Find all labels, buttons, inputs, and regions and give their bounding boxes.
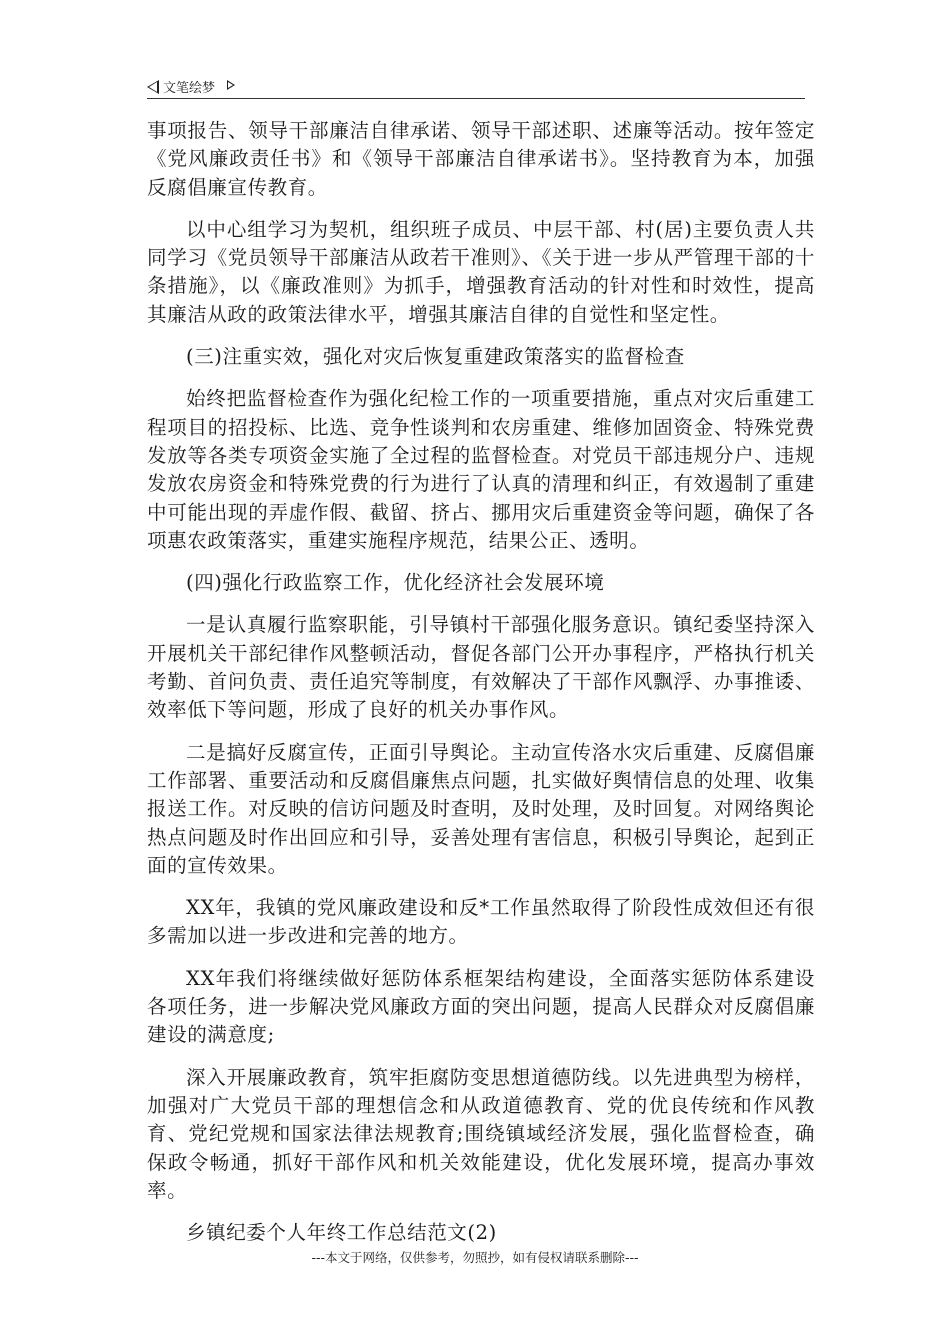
paragraph: 始终把监督检查作为强化纪检工作的一项重要措施，重点对灾后重建工程项目的招投标、比选、竞争性谈判和农房重建、维修加固资金、特殊党费发放等各类专项资金实施了全过程的监督检查。对党员干部违规分户、违规发放农房资金和特殊党费的行为进行了认真的清理和纠正，有效遏制了重建中可能出现的弄虚作假、截留、挤占、挪用灾后重建资金等问题，确保了各项惠农政策落实，重建实施程序规范，结果公正、透明。 (147, 387, 815, 552)
section-heading: (三)注重实效，强化对灾后恢复重建政策落实的监督检查 (186, 345, 685, 369)
section-heading: (四)强化行政监察工作，优化经济社会发展环境 (186, 571, 605, 595)
paragraph: 二是搞好反腐宣传，正面引导舆论。主动宣传洛水灾后重建、反腐倡廉工作部署、重要活动和反腐倡廉焦点问题，扎实做好舆情信息的处理、收集报送工作。对反映的信访问题及时查明，及时处理，及时回复。对网络舆论热点问题及时作出回应和引导，妥善处理有害信息，积极引导舆论，起到正面的宣传效果。 (147, 740, 815, 877)
header-brand (147, 77, 235, 96)
page-footer: ---本文于网络，仅供参考，勿照抄，如有侵权请联系删除--- (311, 1250, 639, 1265)
triangle-left-icon (147, 80, 159, 94)
brand-name: 文笔绘梦 (163, 81, 216, 96)
next-article-title: 乡镇纪委个人年终工作总结范文(2) (186, 1221, 497, 1245)
page-header (147, 74, 805, 99)
paragraph: XX年，我镇的党风廉政建设和反*工作虽然取得了阶段性成效但还有很多需加以进一步改进和完善的地方。 (147, 896, 815, 948)
document-body (147, 117, 815, 1261)
paragraph: 事项报告、领导干部廉洁自律承诺、领导干部述职、述廉等活动。按年签定《党风廉政责任书》和《领导干部廉洁自律承诺书》。坚持教育为本，加强反腐倡廉宣传教育。 (147, 119, 815, 199)
paragraph: 深入开展廉政教育，筑牢拒腐防变思想道德防线。以先进典型为榜样，加强对广大党员干部的理想信念和从政道德教育、党的优良传统和作风教育、党纪党规和国家法律法规教育;围绕镇域经济发展，强化监督检查，确保政令畅通，抓好干部作风和机关效能建设，优化发展环境，提高办事效率。 (147, 1065, 815, 1202)
paragraph: XX年我们将继续做好惩防体系框架结构建设，全面落实惩防体系建设各项任务，进一步解决党风廉政方面的突出问题，提高人民群众对反腐倡廉建设的满意度; (147, 966, 815, 1047)
paragraph: 一是认真履行监察职能，引导镇村干部强化服务意识。镇纪委坚持深入开展机关干部纪律作风整顿活动，督促各部门公开办事程序，严格执行机关考勤、首问负责、责任追究等制度，有效解决了干部作风飘浮、办事推诿、效率低下等问题，形成了良好的机关办事作风。 (147, 613, 815, 722)
paragraph: 以中心组学习为契机，组织班子成员、中层干部、村(居)主要负责人共同学习《党员领导干部廉洁从政若干准则》、《关于进一步从严管理干部的十条措施》，以《廉政准则》为抓手，增强教育活动的针对性和时效性，提高其廉洁从政的政策法律水平，增强其廉洁自律的自觉性和坚定性。 (147, 217, 815, 326)
triangle-right-icon (227, 80, 235, 90)
